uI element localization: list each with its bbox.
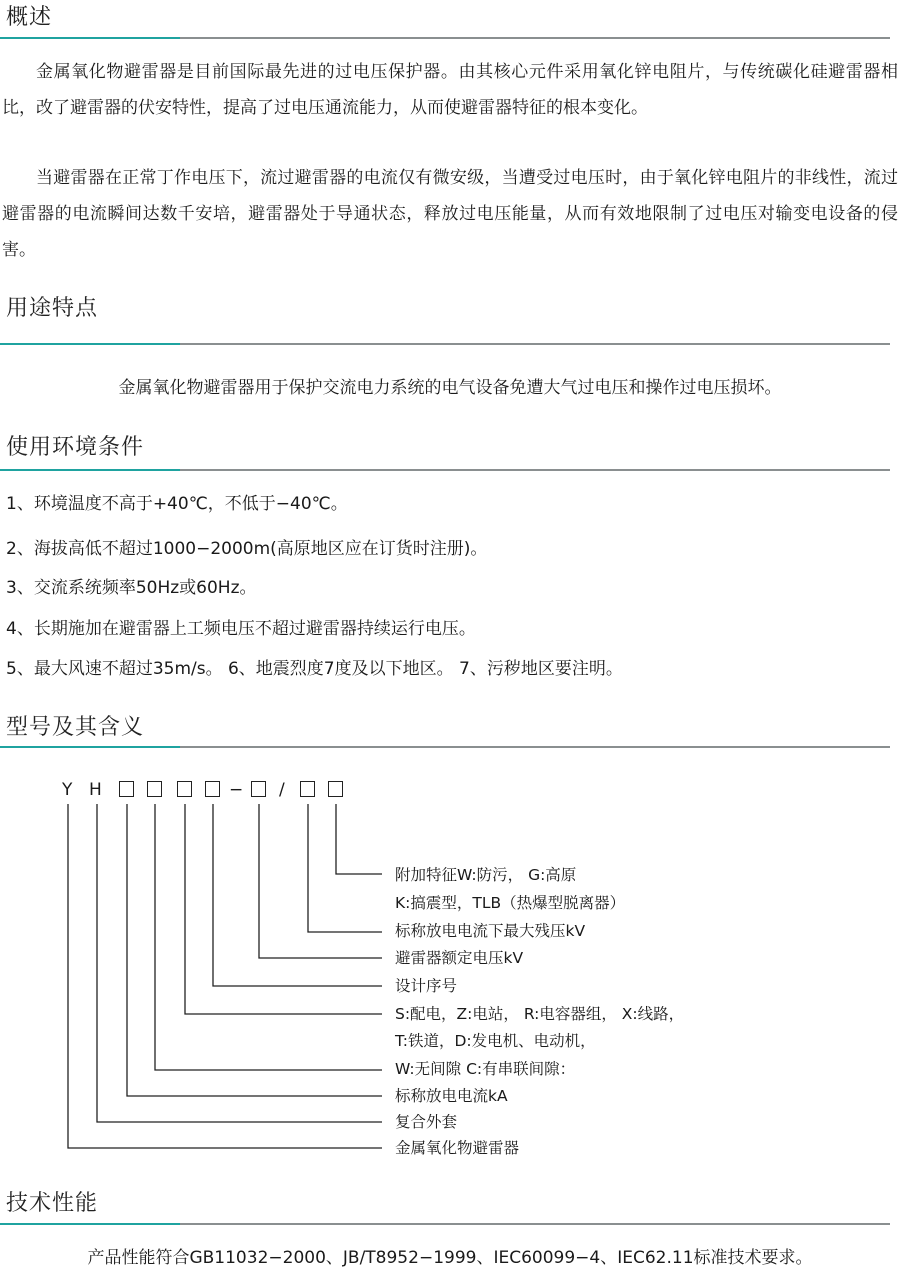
code-box [251, 781, 266, 797]
code-description: 复合外套 [395, 1113, 458, 1131]
section-divider [0, 469, 890, 471]
section-title-overview: 概述 [6, 5, 53, 30]
section-title-performance: 技术性能 [6, 1191, 99, 1216]
overview-paragraph-2: 当避雷器在正常丁作电压下，流过避雷器的电流仅有微安级，当遭受过电压时，由于氧化锌电阻片的非线性，流过避雷器的电流瞬间达数千安培，避雷器处于导通状态，释放过电压能量，从而有效地限制了过电压对输变电设备的侵害。 [2, 168, 898, 260]
code-box [328, 781, 343, 797]
code-box [119, 781, 134, 797]
code-letter-h: H [89, 780, 102, 800]
leader-line [308, 804, 382, 932]
environment-item: 4、长期施加在避雷器上工频电压不超过避雷器持续运行电压。 [6, 619, 476, 639]
code-description: K:搞震型，TLB（热爆型脱离器） [395, 894, 626, 912]
code-box [205, 781, 220, 797]
section-title-usage: 用途特点 [6, 296, 99, 321]
section-divider [0, 746, 890, 748]
leader-line [213, 804, 382, 986]
environment-item: 1、环境温度不高于+40℃，不低于−40℃。 [6, 494, 348, 514]
code-description: 标称放电电流kA [395, 1087, 508, 1105]
code-description: 金属氧化物避雷器 [395, 1139, 520, 1157]
code-letter-y: Y [62, 780, 73, 800]
code-box [300, 781, 315, 797]
usage-text: 金属氧化物避雷器用于保护交流电力系统的电气设备免遭大气过电压和操作过电压损坏。 [118, 378, 782, 398]
code-dash: − [229, 780, 244, 800]
code-description: T:铁道，D:发电机、电动机， [395, 1032, 596, 1050]
section-divider [0, 37, 890, 39]
overview-paragraph-1: 金属氧化物避雷器是目前国际最先进的过电压保护器。由其核心元件采用氧化锌电阻片，与传统碳化硅避雷器相比，改了避雷器的伏安特性，提高了过电压通流能力，从而使避雷器特征的根本变化。 [2, 62, 898, 118]
section-title-model: 型号及其含义 [6, 715, 145, 740]
code-description: 附加特征W:防污， G:高原 [395, 866, 577, 884]
leader-line [336, 804, 382, 874]
code-slash: / [279, 780, 285, 800]
performance-text: 产品性能符合GB11032−2000、JB/T8952−1999、IEC60099−4、IEC62.11标准技术要求。 [87, 1248, 813, 1268]
section-title-environment: 使用环境条件 [6, 435, 145, 460]
code-description: 设计序号 [395, 977, 458, 995]
code-description: 标称放电电流下最大残压kV [395, 922, 586, 940]
code-description: S:配电，Z:电站， R:电容器组， X:线路， [395, 1005, 685, 1023]
leader-line [127, 804, 382, 1096]
section-divider [0, 1223, 890, 1225]
leader-line [185, 804, 382, 1014]
leader-line [259, 804, 382, 958]
leader-line [97, 804, 382, 1122]
environment-item: 5、最大风速不超过35m/s。 6、地震烈度7度及以下地区。 7、污秽地区要注明。 [6, 659, 623, 679]
section-divider [0, 343, 890, 345]
environment-item: 2、海拔高低不超过1000−2000m(高原地区应在订货时注册)。 [6, 539, 488, 559]
code-box [147, 781, 162, 797]
leader-line [155, 804, 382, 1070]
code-description: 避雷器额定电压kV [395, 949, 524, 967]
code-box [177, 781, 192, 797]
environment-item: 3、交流系统频率50Hz或60Hz。 [6, 578, 257, 598]
code-description: W:无间隙 C:有串联间隙： [395, 1060, 576, 1078]
